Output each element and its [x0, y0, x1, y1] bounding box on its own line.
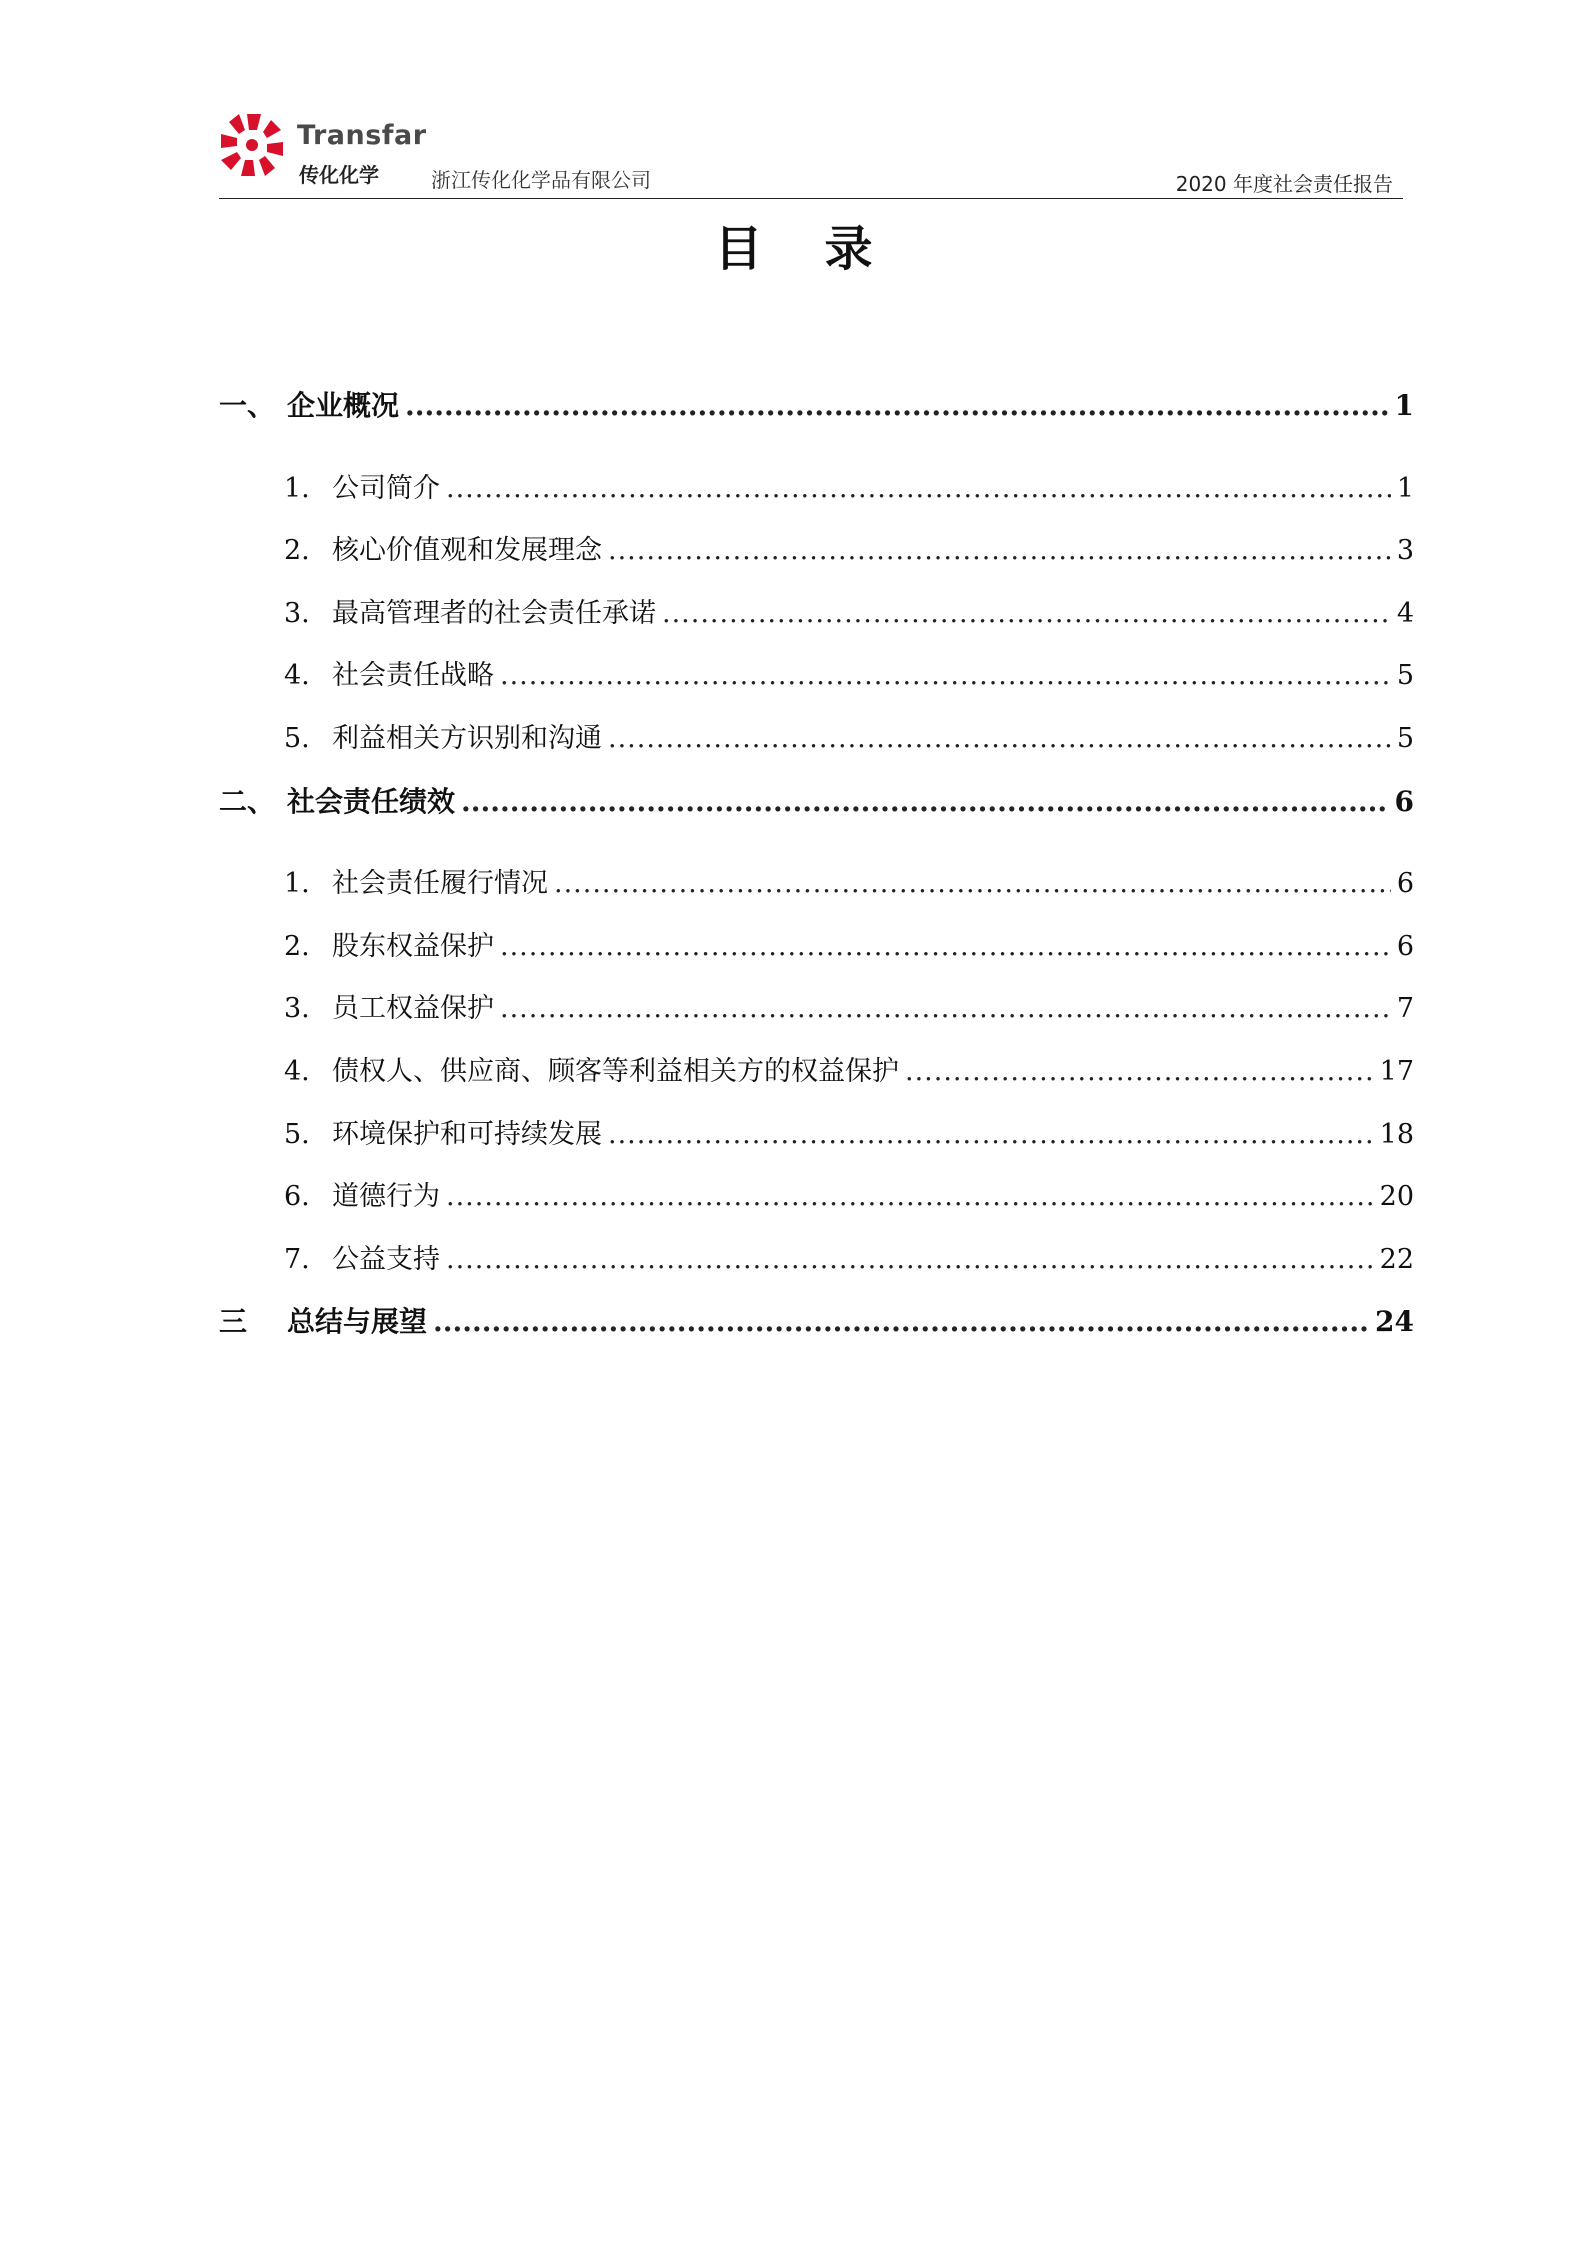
toc-label: 员工权益保护	[332, 993, 494, 1025]
toc-subsection[interactable]	[219, 1229, 1414, 1292]
toc-page-number: 6	[1396, 930, 1414, 962]
toc-leader-dots	[446, 458, 1391, 521]
toc-page-number: 4	[1396, 597, 1414, 629]
toc-leader-dots	[662, 583, 1391, 646]
toc-label: 债权人、供应商、顾客等利益相关方的权益保护	[332, 1055, 899, 1087]
toc-number: 二、	[219, 784, 276, 818]
toc-leader-dots	[446, 1166, 1374, 1229]
toc-label: 环境保护和可持续发展	[332, 1118, 602, 1150]
toc-leader-dots	[608, 520, 1391, 583]
toc-leader-dots	[500, 978, 1391, 1041]
toc-leader-dots	[500, 916, 1391, 979]
toc-page-number: 7	[1396, 993, 1414, 1025]
toc-leader-dots	[461, 771, 1389, 834]
toc-label: 利益相关方识别和沟通	[332, 722, 602, 754]
brand-name-cn: 传化化学	[299, 163, 379, 187]
toc-number: 3.	[284, 993, 310, 1025]
toc-leader-dots	[608, 1104, 1374, 1167]
toc-number: 2.	[284, 535, 310, 567]
toc-label: 社会责任战略	[332, 660, 494, 692]
page-header	[219, 112, 1403, 202]
toc-leader-dots	[446, 1229, 1374, 1292]
toc-section[interactable]	[219, 1291, 1414, 1354]
toc-page-number: 20	[1379, 1181, 1414, 1213]
toc-subsection[interactable]	[219, 853, 1414, 916]
toc-subsection[interactable]	[219, 458, 1414, 521]
toc-leader-dots	[905, 1041, 1374, 1104]
toc-label: 最高管理者的社会责任承诺	[332, 597, 656, 629]
toc-leader-dots	[433, 1291, 1369, 1354]
toc-number: 1.	[284, 472, 310, 504]
toc-number: 5.	[284, 1118, 310, 1150]
toc-subsection[interactable]	[219, 978, 1414, 1041]
toc-page-number: 22	[1379, 1243, 1414, 1275]
toc-label: 核心价值观和发展理念	[332, 535, 602, 567]
brand-name: Transfar	[297, 120, 427, 151]
toc-number: 三	[219, 1305, 248, 1339]
toc-page-number: 1	[1396, 472, 1414, 504]
toc-number: 4.	[284, 660, 310, 692]
company-name: 浙江传化化学品有限公司	[431, 168, 651, 192]
toc-label: 公益支持	[332, 1243, 440, 1275]
toc-leader-dots	[500, 645, 1391, 708]
toc-subsection[interactable]	[219, 583, 1414, 646]
toc-page-number: 17	[1379, 1055, 1414, 1087]
toc-number: 2.	[284, 930, 310, 962]
toc-page-number: 5	[1396, 722, 1414, 754]
toc-label: 总结与展望	[287, 1305, 428, 1339]
toc-page-number: 6	[1396, 868, 1414, 900]
toc-page-number: 1	[1394, 389, 1414, 422]
toc-leader-dots	[405, 375, 1389, 438]
toc-number: 7.	[284, 1243, 310, 1275]
toc-subsection[interactable]	[219, 1041, 1414, 1104]
toc-number: 3.	[284, 597, 310, 629]
toc-subsection[interactable]	[219, 916, 1414, 979]
toc-number: 5.	[284, 722, 310, 754]
toc-section[interactable]	[219, 771, 1414, 834]
toc-page-number: 18	[1379, 1118, 1414, 1150]
table-of-contents	[219, 375, 1414, 1354]
toc-page-number: 5	[1396, 660, 1414, 692]
toc-number: 6.	[284, 1181, 310, 1213]
toc-number: 4.	[284, 1055, 310, 1087]
toc-subsection[interactable]	[219, 520, 1414, 583]
toc-subsection[interactable]	[219, 1104, 1414, 1167]
toc-number: 1.	[284, 868, 310, 900]
toc-leader-dots	[608, 708, 1391, 771]
page-title: 目录	[714, 221, 935, 277]
toc-page-number: 6	[1394, 784, 1414, 818]
toc-subsection[interactable]	[219, 708, 1414, 771]
toc-label: 股东权益保护	[332, 930, 494, 962]
toc-label: 企业概况	[287, 389, 400, 422]
transfar-logo-icon	[219, 112, 285, 178]
toc-subsection[interactable]	[219, 1166, 1414, 1229]
toc-label: 社会责任履行情况	[332, 868, 548, 900]
toc-page-number: 24	[1375, 1305, 1414, 1339]
toc-leader-dots	[554, 853, 1391, 916]
toc-section[interactable]	[219, 375, 1414, 438]
toc-label: 社会责任绩效	[287, 784, 456, 818]
header-divider	[219, 198, 1403, 199]
report-title: 2020 年度社会责任报告	[1175, 172, 1393, 196]
toc-label: 公司简介	[332, 472, 440, 504]
toc-subsection[interactable]	[219, 645, 1414, 708]
toc-page-number: 3	[1396, 535, 1414, 567]
toc-label: 道德行为	[332, 1181, 440, 1213]
toc-number: 一、	[219, 389, 276, 422]
